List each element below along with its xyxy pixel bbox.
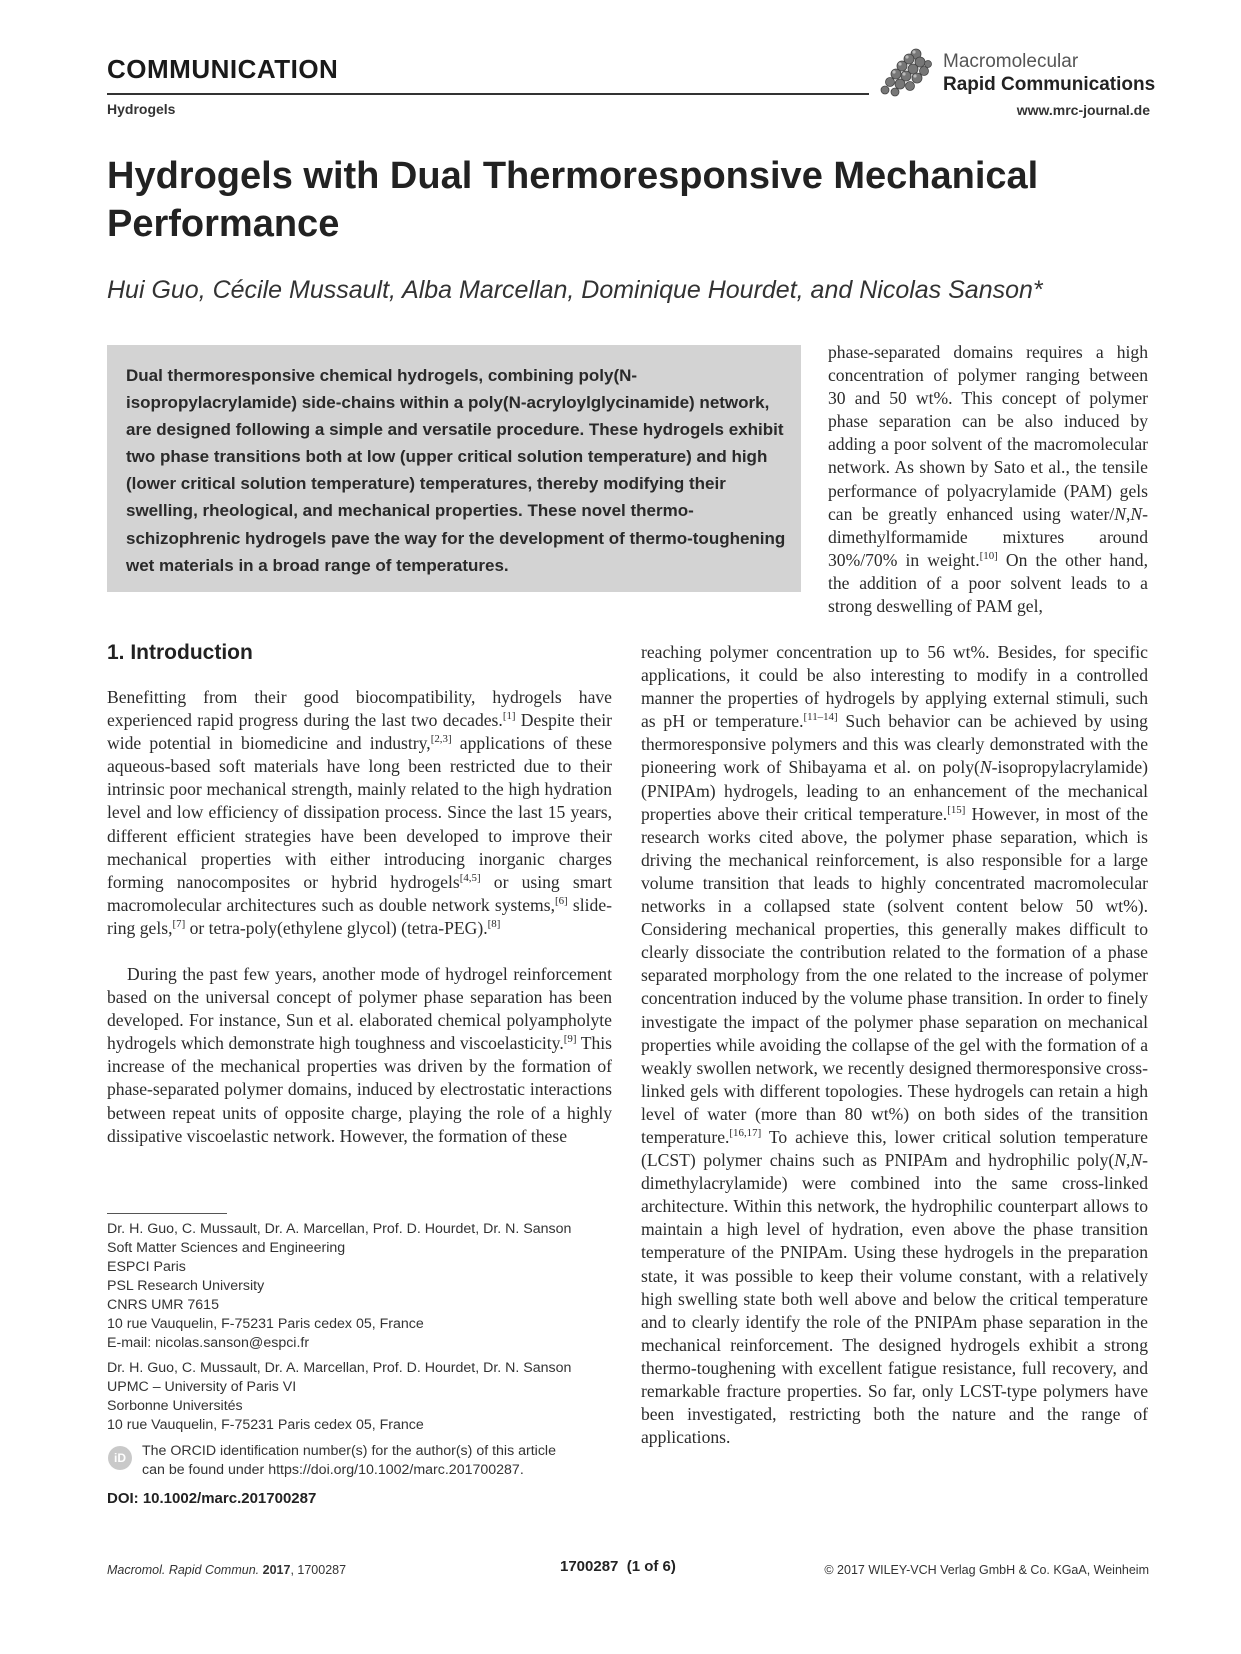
doi-label[interactable]: DOI: 10.1002/marc.201700287	[107, 1490, 317, 1507]
footer-year: 2017	[262, 1563, 291, 1577]
orcid-link[interactable]: can be found under https://doi.org/10.1002/marc.201700287.	[142, 1462, 524, 1478]
affiliation-line: Soft Matter Sciences and Engineering	[107, 1240, 346, 1256]
footnote-rule	[107, 1213, 227, 1214]
section-label: Hydrogels	[107, 101, 176, 117]
affiliations	[107, 1220, 627, 1435]
page-number: 1700287 (1 of 6)	[560, 1558, 676, 1575]
article-type-label: COMMUNICATION	[107, 54, 339, 84]
affiliation-line: 10 rue Vauquelin, F-75231 Paris cedex 05, France	[107, 1417, 424, 1433]
email-link[interactable]: E-mail: nicolas.sanson@espci.fr	[107, 1335, 310, 1351]
orcid-note-line: The ORCID identification number(s) for the author(s) of this article	[142, 1443, 556, 1459]
section-heading: 1. Introduction	[107, 641, 253, 664]
body-text-right-top: phase-separated domains requires a high concentration of polymer ranging between 30 and 50 wt%. This concept of polymer phase separation can be also induced by adding a poor solvent of the macromolecular network. As shown by Sato et al., the tensile performance of polyacrylamide (PAM) gels can be greatly enhanced using water/N,N-dimethylformamide mixtures around 30%/70% in weight.[10] On the other hand, the addition of a poor solvent leads to a strong deswelling of PAM gel,	[828, 342, 1149, 617]
journal-name-line1: Macromolecular	[943, 51, 1079, 72]
intro-paragraph-1: Benefitting from their good biocompatibility, hydrogels have experienced rapid progress during the last two decades.[1] Despite their wide potential in biomedicine and industry,[2,3] applications of these aqueous-based soft materials have long been restricted due to their intrinsic poor mechanical strength, mainly related to the high hydration level and low efficiency of dissipation process. Since the last 15 years, different efficient strategies have been developed to improve their mechanical properties with either introducing inorganic charges forming nanocomposites or hybrid hydrogels[4,5] or using smart macromolecular architectures such as double network systems,[6] slide-ring gels,[7] or tetra-poly(ethylene glycol) (tetra-PEG).[8]	[107, 687, 613, 938]
footer-journal: Macromol. Rapid Commun.	[107, 1563, 260, 1577]
footer-article-number: , 1700287	[290, 1563, 347, 1577]
article-title: Hydrogels with Dual Thermoresponsive Mechanical Performance	[107, 155, 1039, 245]
journal-url[interactable]: www.mrc-journal.de	[1016, 102, 1150, 118]
molecule-cluster-icon	[876, 44, 938, 100]
abstract-text: Dual thermoresponsive chemical hydrogels, combining poly(N-isopropylacrylamide) side-chains within a poly(N-acryloylglycinamide) network, are designed following a simple and versatile procedure. These hydrogels exhibit two phase transitions both at low (upper critical solution temperature) and high (lower critical solution temperature) temperatures, thereby modifying their swelling, rheological, and mechanical properties. These novel thermo-schizophrenic hydrogels pave the way for the development of thermo-toughening wet materials in a broad range of temperatures.	[126, 366, 786, 575]
footer-copyright: © 2017 WILEY-VCH Verlag GmbH & Co. KGaA, Weinheim	[824, 1563, 1149, 1577]
orcid-note	[142, 1442, 622, 1480]
intro-paragraph-2: During the past few years, another mode of hydrogel reinforcement based on the universal concept of polymer phase separation has been developed. For instance, Sun et al. elaborated chemical polyampholyte hydrogels which demonstrate high toughness and viscoelasticity.[9] This increase of the mechanical properties was driven by the formation of phase-separated polymer domains, induced by electrostatic interactions between repeat units of opposite charge, playing the role of a highly dissipative viscoelastic network. However, the formation of these	[107, 964, 612, 1146]
affiliation-line: Sorbonne Universités	[107, 1398, 243, 1414]
affiliation-line: UPMC – University of Paris VI	[107, 1379, 297, 1395]
affiliation-line: CNRS UMR 7615	[107, 1297, 219, 1313]
affiliation-line: Dr. H. Guo, C. Mussault, Dr. A. Marcellan, Prof. D. Hourdet, Dr. N. Sanson	[107, 1221, 572, 1237]
author-list: Hui Guo, Cécile Mussault, Alba Marcellan, Dominique Hourdet, and Nicolas Sanson*	[107, 276, 1043, 304]
affiliation-line: PSL Research University	[107, 1278, 265, 1294]
affiliation-line: Dr. H. Guo, C. Mussault, Dr. A. Marcellan, Prof. D. Hourdet, Dr. N. Sanson	[107, 1360, 572, 1376]
journal-name-line2: Rapid Communications	[943, 74, 1156, 95]
affiliation-line: 10 rue Vauquelin, F-75231 Paris cedex 05, France	[107, 1316, 424, 1332]
footer-citation	[107, 1563, 346, 1577]
body-text-right-main: reaching polymer concentration up to 56 wt%. Besides, for specific applications, it could be also interesting to modify in a controlled manner the properties of hydrogels by applying external stimuli, such as pH or temperature.[11–14] Such behavior can be achieved by using thermoresponsive polymers and this was clearly demonstrated with the pioneering work of Shibayama et al. on poly(N-isopropylacrylamide) (PNIPAm) hydrogels, leading to an enhancement of the mechanical properties above their critical temperature.[15] However, in most of the research works cited above, the polymer phase separation, which is driving the mechanical reinforcement, is also responsible for a large volume transition that leads to highly concentrated macromolecular networks in a collapsed state (solvent content below 50 wt%). Considering mechanical properties, this generally makes difficult to clearly dissociate the contribution related to the formation of a phase separated morphology from the one related to the increase of polymer concentration induced by the volume phase transition. In order to finely investigate the impact of the polymer phase separation on mechanical properties while avoiding the collapse of the gel with the formation of a weakly swollen network, we recently designed thermoresponsive cross-linked gels with different topologies. These hydrogels can retain a high level of water (more than 80 wt%) on both sides of the transition temperature.[16,17] To achieve this, lower critical solution temperature (LCST) polymer chains such as PNIPAm and hydrophilic poly(N,N-dimethylacrylamide) were combined into the same cross-linked architecture. Within this network, the hydrophilic counterpart allows to maintain a high level of hydration, even above the phase transition temperature of the PNIPAm. Using these hydrogels in the preparation state, it was possible to keep their volume constant, with a relatively high swelling state both well above and below the critical temperature and to clearly identify the role of the PNIPAm phase separation in the mechanical reinforcement. The designed hydrogels exhibit a strong thermo-toughening with excellent fatigue resistance, full recovery, and remarkable fracture properties. So far, only LCST-type polymers have been investigated, restricting both the nature and the range of applications.	[641, 642, 1148, 1448]
affiliation-line: ESPCI Paris	[107, 1259, 186, 1275]
header-rule	[107, 93, 869, 95]
orcid-icon: iD	[108, 1446, 132, 1470]
